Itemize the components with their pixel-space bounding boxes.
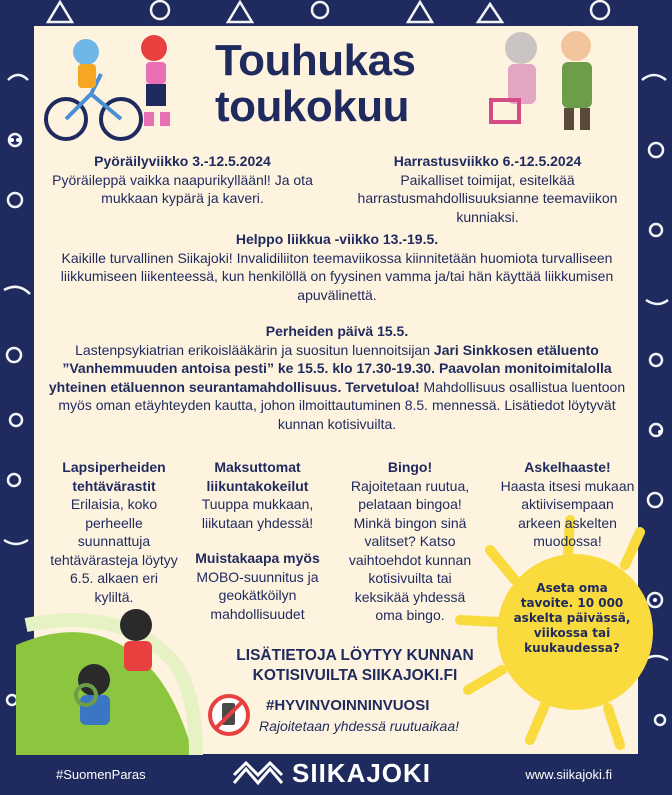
hobby-week-text: Paikalliset toimijat, esitelkää harrastusmahdollisuuksianne teemaviikon kunniaksi. <box>357 171 618 225</box>
siikajoki-logo <box>232 758 431 789</box>
free-trials-text: Tuuppa mukkaan, liikutaan yhdessä! <box>201 496 314 531</box>
free-trials-section <box>185 458 330 532</box>
children-cycling-illustration <box>36 34 206 144</box>
elderly-couple-illustration <box>486 28 616 138</box>
bingo-text: Rajoitetaan ruutua, pelataan bingoa! Minkä bingon sinä valitset? Katso vaihtoehdot kunnan kotisivuilta tai keksikää yhdessä oma bingo. <box>348 477 472 623</box>
bingo-heading: Bingo! <box>387 459 433 475</box>
cycling-week-text: Pyöräileppä vaikka naapurikylläänl! Ja ota mukkaan kypärä ja kaveri. <box>52 171 313 206</box>
wellbeing-hashtag: #HYVINVOINNINVUOSI <box>266 697 430 714</box>
logo-text: SIIKAJOKI <box>292 758 432 788</box>
remember-text: MOBO-suunnitus ja geokätköilyn mahdollisuudet <box>196 568 319 622</box>
easy-moving-text: Kaikille turvallinen Siikajoki! Invalidiliiton teemaviikossa kiinnitetään huomiota turvalliseen liikkumiseen liikenteessä, kun henkilöllä on fyysinen vamma ja/tai hän käyttää liikkumisen apuvälinettä. <box>60 249 614 303</box>
more-info-text: LISÄTIETOJA LÖYTYY KUNNAN KOTISIVUILTA SIIKAJOKI.FI <box>236 647 474 684</box>
title-line-2: toukokuu <box>215 82 409 131</box>
step-challenge-heading: Askelhaaste! <box>524 459 611 475</box>
cycling-week-section <box>50 152 315 208</box>
title-line-1: Touhukas <box>215 36 416 85</box>
waves-logo-icon <box>232 761 284 787</box>
family-day-section <box>46 322 628 433</box>
screen-time-text: Rajoitetaan yhdessä ruutuaikaa! <box>259 718 460 734</box>
easy-moving-week-section <box>46 230 628 304</box>
kids-tasks-section <box>50 458 178 606</box>
kids-tasks-text: Erilaisia, koko perheelle suunnattuja tehtävärasteja löytyy 6.5. alkaen eri kyliltä. <box>50 496 178 605</box>
kids-tasks-heading: Lapsiperheiden tehtävärastit <box>62 459 166 494</box>
easy-moving-heading: Helppo liikkua -viikko 13.-19.5. <box>235 231 439 247</box>
step-challenge-text: Haasta itsesi mukaan aktiivisempaan arkeen askelten muodossa! <box>500 477 635 549</box>
bingo-section <box>340 458 480 625</box>
footer-hashtag: #SuomenParas <box>56 767 146 782</box>
remember-section <box>185 549 330 623</box>
footer-website[interactable]: www.siikajoki.fi <box>525 767 612 782</box>
children-exploring-illustration <box>16 585 206 755</box>
family-day-heading: Perheiden päivä 15.5. <box>265 323 409 339</box>
hobby-week-heading: Harrastusviikko 6.-12.5.2024 <box>393 153 582 169</box>
step-challenge-section <box>500 458 635 551</box>
cycling-week-heading: Pyöräilyviikko 3.-12.5.2024 <box>94 153 271 169</box>
remember-heading: Muistakaapa myös <box>195 550 320 566</box>
no-phone-icon <box>207 693 251 737</box>
hobby-week-section <box>340 152 635 226</box>
family-day-text-c: Mahdollisuus osallistua luentoon myös oman etäyhteyden kautta, johon ilmoittautuminen 8.5. mennessä. Lisätiedot löytyvät kunnan kotisivuilta. <box>58 378 626 432</box>
family-day-text-a: Lastenpsykiatrian erikoislääkärin ja suositun luennoitsijan <box>75 341 434 358</box>
family-day-lecture: Jari Sinkkosen etäluento ”Vanhemmuuden antoisa pesti” ke 15.5. klo 17.30-19.30. Paavolan monitoimitalolla yhteinen etäluennon seurantamahdollisuus. Tervetuloa! <box>48 341 612 395</box>
page-title <box>215 38 455 130</box>
step-goal-text: Aseta oma tavoite. 10 000 askelta päivässä, viikossa tai kuukaudessa? <box>513 581 631 655</box>
free-trials-heading: Maksuttomat liikuntakokeilut <box>206 459 309 494</box>
